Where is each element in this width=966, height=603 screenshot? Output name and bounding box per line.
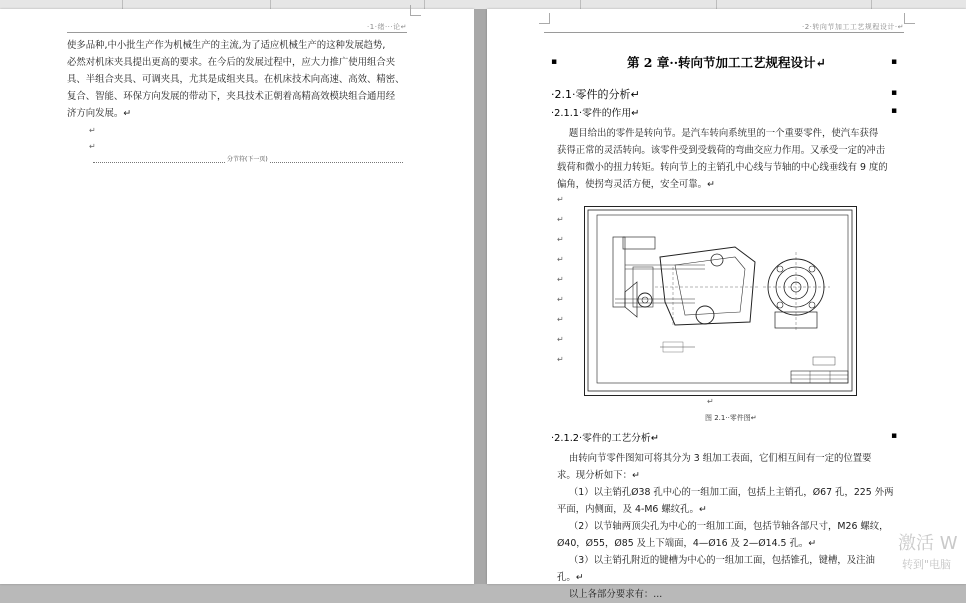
figure-caption: 图 2.1··零件图↵ bbox=[705, 414, 757, 422]
list-bullet: ▪ bbox=[551, 57, 558, 67]
list-bullet: ▪ bbox=[891, 57, 898, 67]
body-line: 济方向发展。↵ bbox=[67, 108, 132, 119]
body-line: 复合、智能、环保方向发展的带动下，夹具技术正朝着高精高效模块组合通用经 bbox=[67, 91, 396, 102]
body-line: 获得正常的灵活转向。该零件受到受载荷的弯曲交应力作用。又承受一定的冲击 bbox=[557, 145, 886, 156]
body-line: 使多品种,中小批生产作为机械生产的主流,为了适应机械生产的这种发展趋势, bbox=[67, 40, 386, 51]
paragraph-mark: ↵ bbox=[557, 335, 564, 344]
document-page-left bbox=[0, 9, 474, 584]
body-line: 必然对机床夹具提出更高的要求。在今后的发展过程中，应大力推广使用组合夹 bbox=[67, 57, 396, 68]
paragraph-mark: ↵ bbox=[557, 195, 564, 204]
paragraph-mark: ↵ bbox=[557, 255, 564, 264]
crop-mark bbox=[539, 13, 550, 24]
body-line: 孔。↵ bbox=[557, 572, 584, 583]
list-bullet: ▪ bbox=[891, 88, 898, 98]
part-drawing-svg bbox=[585, 207, 856, 395]
body-line: 由转向节零件图知可将其分为 3 组加工表面，它们相互间有一定的位置要 bbox=[557, 453, 872, 464]
list-bullet: ▪ bbox=[891, 431, 898, 441]
page-header: ·1·绪···论↵ bbox=[67, 22, 407, 33]
paragraph-mark: ↵ bbox=[89, 142, 96, 151]
body-line: （1）以主销孔Ø38 孔中心的一组加工面，包括上主销孔，Ø67 孔，225 外两 bbox=[557, 487, 894, 498]
paragraph-mark: ↵ bbox=[89, 126, 96, 135]
paragraph-mark: ↵ bbox=[557, 215, 564, 224]
body-line: 求。现分析如下：↵ bbox=[557, 470, 640, 481]
part-drawing-image bbox=[584, 206, 857, 396]
section-heading: ·2.1·零件的分析↵ bbox=[551, 88, 640, 101]
page-gap bbox=[474, 9, 487, 584]
body-line: （2）以节轴两顶尖孔为中心的一组加工面，包括节轴各部尺寸，M26 螺纹， bbox=[557, 521, 889, 532]
section-break bbox=[93, 152, 403, 163]
body-line: 具、半组合夹具、可调夹具，尤其是成组夹具。在机床技术向高速、高效、精密、 bbox=[67, 74, 405, 85]
paragraph-mark: ↵ bbox=[707, 397, 714, 406]
crop-mark bbox=[904, 13, 915, 24]
paragraph-mark: ↵ bbox=[557, 355, 564, 364]
activation-watermark: 激活 W bbox=[898, 533, 958, 554]
body-line: 平面，内侧面，及 4-M6 螺纹孔。↵ bbox=[557, 504, 707, 515]
list-bullet: ▪ bbox=[891, 106, 898, 116]
body-line: Ø40，Ø55，Ø85 及上下端面，4—Ø16 及 2—Ø14.5 孔。↵ bbox=[557, 538, 817, 549]
activation-watermark-sub: 转到"电脑 bbox=[902, 558, 952, 571]
body-line: 以上各部分要求有：... bbox=[557, 589, 663, 600]
body-line: （3）以主销孔附近的键槽为中心的一组加工面，包括锥孔，键槽，及注油 bbox=[557, 555, 875, 566]
paragraph-mark: ↵ bbox=[557, 235, 564, 244]
crop-mark bbox=[410, 5, 421, 16]
document-page-right bbox=[487, 9, 966, 600]
section-break-label: 分节符(下一页) bbox=[227, 156, 268, 163]
chapter-title: 第 2 章··转向节加工工艺规程设计↵ bbox=[626, 55, 827, 70]
paragraph-mark: ↵ bbox=[557, 275, 564, 284]
subsection-heading: ·2.1.2·零件的工艺分析↵ bbox=[551, 433, 659, 444]
page-header: ·2·转向节加工工艺规程设计·↵ bbox=[544, 22, 904, 33]
body-line: 偏角，使拐弯灵活方便，安全可靠。↵ bbox=[557, 179, 715, 190]
subsection-heading: ·2.1.1·零件的作用↵ bbox=[551, 108, 640, 119]
paragraph-mark: ↵ bbox=[557, 295, 564, 304]
paragraph-mark: ↵ bbox=[557, 315, 564, 324]
body-line: 载荷和微小的扭力转矩。转向节上的主销孔中心线与节轴的中心线垂线有 9 度的 bbox=[557, 162, 888, 173]
body-line: 题目给出的零件是转向节。是汽车转向系统里的一个重要零件，使汽车获得 bbox=[557, 128, 879, 139]
